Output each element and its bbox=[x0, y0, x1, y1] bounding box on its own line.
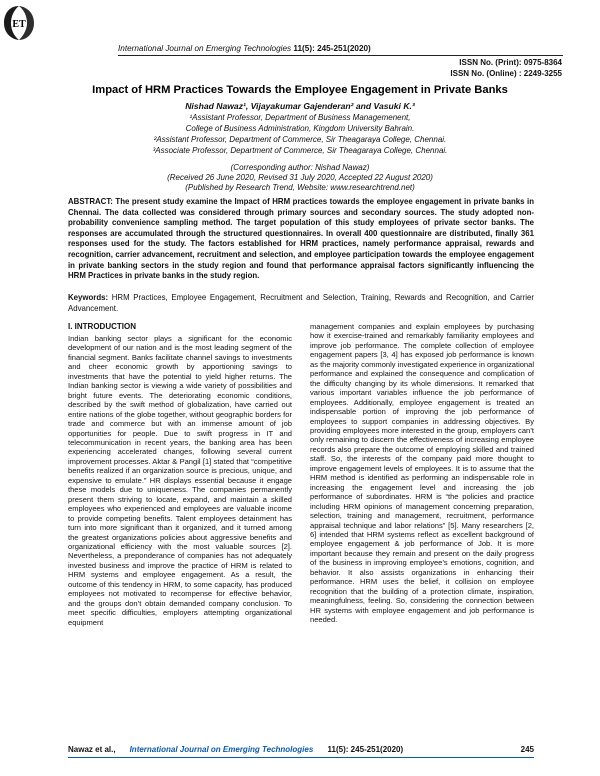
header-rule bbox=[118, 55, 563, 56]
footer-rule bbox=[68, 757, 534, 758]
affiliation-1: ¹Assistant Professor, Department of Business Managemenent, bbox=[189, 113, 411, 122]
article-authors: Nishad Nawaz¹, Vijayakumar Gajenderan² and Vasuki K.³ bbox=[185, 101, 415, 111]
page-number: 245 bbox=[520, 745, 534, 754]
journal-logo bbox=[2, 4, 36, 42]
corresponding-author: (Corresponding author: Nishad Nawaz) bbox=[230, 163, 370, 172]
journal-running-header bbox=[118, 44, 371, 53]
abstract: ABSTRACT: The present study examine the Impact of HRM practices towards the employee engagement in private banks in Chennai. The data collected was considered through primary sources and secondary sources. The study adopted non-probability convenience sampling method. The target population of this study employees of private sector banks. The responses are accumulated through the structured questionnaires. In overall 400 questionnaire are distributed, finally 361 responses used for the study. The factors established for HRM practices, namely performance appraisal, rewards and recognition, carrier advancement, recruitment and selection, and employee participation towards the employee engagement in private banking sectors in the study region and found that performance appraisal factors significantly influencing the HRM Practices in private banks in the study region. bbox=[68, 197, 534, 281]
affiliation-2: ²Assistant Professor, Department of Commerce, Sir Theagaraya College, Chennai. bbox=[153, 135, 447, 144]
page-footer bbox=[68, 745, 534, 754]
footer-authors: Nawaz et al., bbox=[68, 745, 116, 754]
article-dates: (Received 26 June 2020, Revised 31 July 2020, Accepted 22 August 2020) bbox=[167, 173, 433, 182]
footer-journal: International Journal on Emerging Technologies bbox=[129, 745, 314, 754]
publisher-line: (Published by Research Trend, Website: www.researchtrend.net) bbox=[185, 183, 415, 192]
affiliation-1b: College of Business Administration, Kingdom University Bahrain. bbox=[185, 124, 415, 133]
keywords-text: HRM Practices, Employee Engagement, Recruitment and Selection, Training, Rewards and Recognition, and Carrier Advancement. bbox=[68, 293, 534, 313]
intro-left-column: Indian banking sector plays a significant for the economic development of our nation and is the most leading segment of the financial segment. Banks facilitate channel savings to investments and cheer economic growth by apportioning savings to investments that have the potential to yield higher returns. The Indian banking sector is viewing a wide variety of possibilities and bright future events. The deteriorating economic conditions, described by the swift method of globalization, have carried out entire nations of the globe together, without geographic borders for trade and commerce but with an immense amount of job opportunities for people. Due to swift progress in IT and telecommunication in recent years, the banking area has been experiencing accelerated changes, following several current improvement processes. Aktar & Pangil [1] stated that “competitive benefits realized if an organization source is precious, unique, and expensive to emulate.” HR displays essential because it engage these models due to uniqueness. The companies permanently present them striving to locate, expand, and maintain a skilled employees who experienced and employees are valuable income to provide competing benefits. Talent employees detainment has turn into more significant than it organized, and it turned among the greatest organizations policies about aggressive benefits and organizational efficiency with the most valuable sources [2]. Nevertheless, a preponderance of companies has not adequately invested business and improve the practice of HRM is related to HRM systems and employee engagement. As a result, the outcome of this tendency in HRM, to some capacity, has produced employees not motivated to recompense for effective behavior, and the groups don’t obtain demanded company conclusion. To meet specific difficulties, employers attempting organizational equipment bbox=[68, 334, 292, 627]
footer-issue: 11(5): 245-251(2020) bbox=[327, 745, 404, 754]
affiliation-3: ³Associate Professor, Department of Commerce, Sir Theagaraya College, Chennai. bbox=[152, 146, 448, 155]
svg-text:ET: ET bbox=[12, 19, 26, 30]
section-heading-introduction: I. INTRODUCTION bbox=[68, 322, 136, 331]
journal-name: International Journal on Emerging Technologies bbox=[118, 44, 292, 53]
intro-right-column: management companies and explain employees by purchasing how it exercise-trained and remarkably familiarity employees and improve job performance. The complete collection of employee engagement papers [3, 4] has exposed job performance is known as the majority commonly investigated experience in organizational performance and explained the consequence and complication of the difficulty changing by its whole dimensions. It remarked that various important variables influence the job performance of employees. Additionally, employee engagement is treated an indispensable portion of improving the job performance of employees to support companies in addressing objectives. By providing employees more interested in the group, employers can’t only remaining to discern the effectiveness of increasing employee records also prepare the outcome of employing skilled and trained staff. So, the interests of the company paid more thought to improve engagement levels of employees. It is to assume that the HRM method is identified as performing an indispensable role in increasing the engagement level and increasing the job performance of subordinates. HRM is “the policies and practice including HRM opinions of management concerning preparation, selection, training and management, recruitment, performance appraisal technique and labor relations” [5]. Many researchers [2, 6] intended that HRM systems reflect as excellent background of employee engagement & job performance of Job. It is more important because they remain and present on the daily progress of the business in improving employee’s emotions, cognition, and behavior. It also assists organizations in enhancing their performance. HRM uses the belief, it collision on employee recognition that the building of a protection climate, inspiration, meaningfulness, feeling. So, considering the connection between HR systems with employee engagement and job performance is needed. bbox=[310, 322, 535, 625]
keywords bbox=[68, 293, 534, 314]
issn-print: ISSN No. (Print): 0975-8364 bbox=[459, 58, 562, 67]
article-title: Impact of HRM Practices Towards the Employee Engagement in Private Banks bbox=[92, 84, 508, 96]
keywords-label: Keywords: bbox=[68, 293, 109, 302]
issn-online: ISSN No. (Online) : 2249-3255 bbox=[450, 69, 562, 78]
journal-issue: 11(5): 245-251(2020) bbox=[293, 44, 371, 53]
